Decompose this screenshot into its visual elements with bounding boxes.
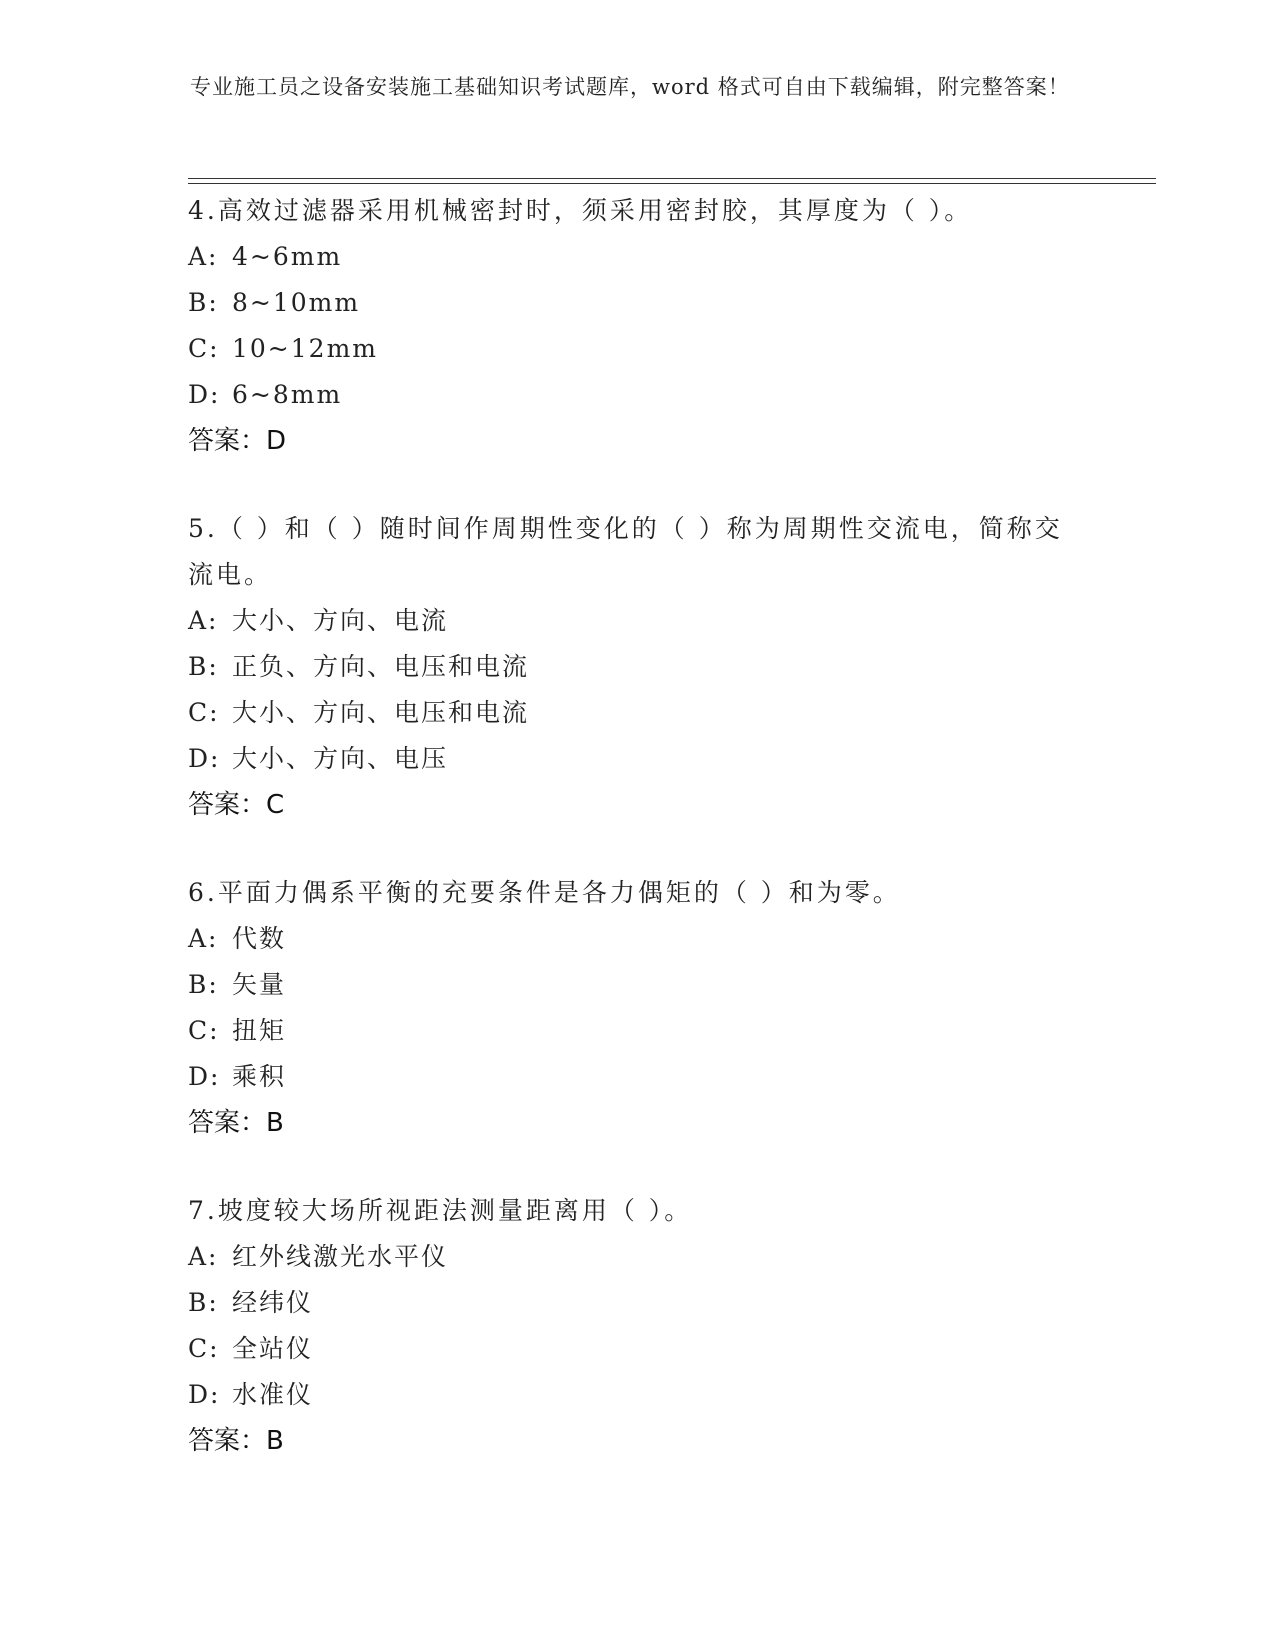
option-d — [188, 1054, 1088, 1100]
option-text: 全站仪 — [232, 1334, 314, 1363]
option-d — [188, 736, 1088, 782]
option-text: 代数 — [232, 924, 287, 953]
option-text: 大小、方向、电流 — [232, 606, 449, 635]
option-b — [188, 962, 1088, 1008]
question-stem: 4.高效过滤器采用机械密封时，须采用密封胶，其厚度为（ ）。 — [188, 196, 973, 225]
option-text: 水准仪 — [232, 1380, 314, 1409]
option-text: 经纬仪 — [232, 1288, 314, 1317]
answer-line: 答案：B — [188, 1426, 284, 1456]
option-letter: B: — [188, 288, 219, 317]
answer-line: 答案：C — [188, 790, 285, 820]
option-text: 10~12mm — [232, 334, 378, 363]
option-a — [188, 916, 1088, 962]
answer-line: 答案：B — [188, 1108, 284, 1138]
option-text: 6~8mm — [232, 380, 343, 409]
option-letter: C: — [188, 1016, 220, 1045]
option-letter: C: — [188, 1334, 220, 1363]
option-letter: B: — [188, 1288, 219, 1317]
option-c — [188, 1008, 1088, 1054]
option-text: 乘积 — [232, 1062, 287, 1091]
option-text: 4~6mm — [232, 242, 343, 271]
option-text: 大小、方向、电压和电流 — [232, 698, 530, 727]
option-d — [188, 1372, 1088, 1418]
document-header: 专业施工员之设备安装施工基础知识考试题库，word 格式可自由下载编辑，附完整答案！ — [190, 75, 1070, 99]
question-stem: 7.坡度较大场所视距法测量距离用（ ）。 — [188, 1196, 693, 1225]
question-4 — [188, 188, 1088, 464]
option-a — [188, 234, 1088, 280]
option-text: 扭矩 — [232, 1016, 287, 1045]
option-c — [188, 690, 1088, 736]
option-text: 大小、方向、电压 — [232, 744, 449, 773]
option-text: 正负、方向、电压和电流 — [232, 652, 530, 681]
question-list — [188, 188, 1088, 1506]
answer-line: 答案：D — [188, 426, 287, 456]
option-b — [188, 280, 1088, 326]
question-5 — [188, 506, 1088, 828]
option-a — [188, 598, 1088, 644]
option-text: 红外线激光水平仪 — [232, 1242, 449, 1271]
option-letter: D: — [188, 1380, 221, 1409]
option-letter: D: — [188, 744, 221, 773]
option-c — [188, 326, 1088, 372]
option-b — [188, 1280, 1088, 1326]
header-divider-bottom — [188, 183, 1156, 184]
header-divider-top — [188, 178, 1156, 179]
option-letter: A: — [188, 1242, 219, 1271]
option-letter: B: — [188, 652, 219, 681]
option-text: 8~10mm — [232, 288, 361, 317]
option-a — [188, 1234, 1088, 1280]
question-stem: 6.平面力偶系平衡的充要条件是各力偶矩的（ ）和为零。 — [188, 878, 901, 907]
option-b — [188, 644, 1088, 690]
option-letter: A: — [188, 242, 219, 271]
question-6 — [188, 870, 1088, 1146]
option-letter: C: — [188, 334, 220, 363]
option-letter: D: — [188, 1062, 221, 1091]
option-letter: C: — [188, 698, 220, 727]
option-letter: A: — [188, 924, 219, 953]
option-text: 矢量 — [232, 970, 287, 999]
question-stem: 5.（ ）和（ ）随时间作周期性变化的（ ）称为周期性交流电，简称交流电。 — [188, 514, 1063, 589]
option-letter: A: — [188, 606, 219, 635]
option-letter: B: — [188, 970, 219, 999]
option-letter: D: — [188, 380, 221, 409]
option-d — [188, 372, 1088, 418]
question-7 — [188, 1188, 1088, 1464]
option-c — [188, 1326, 1088, 1372]
